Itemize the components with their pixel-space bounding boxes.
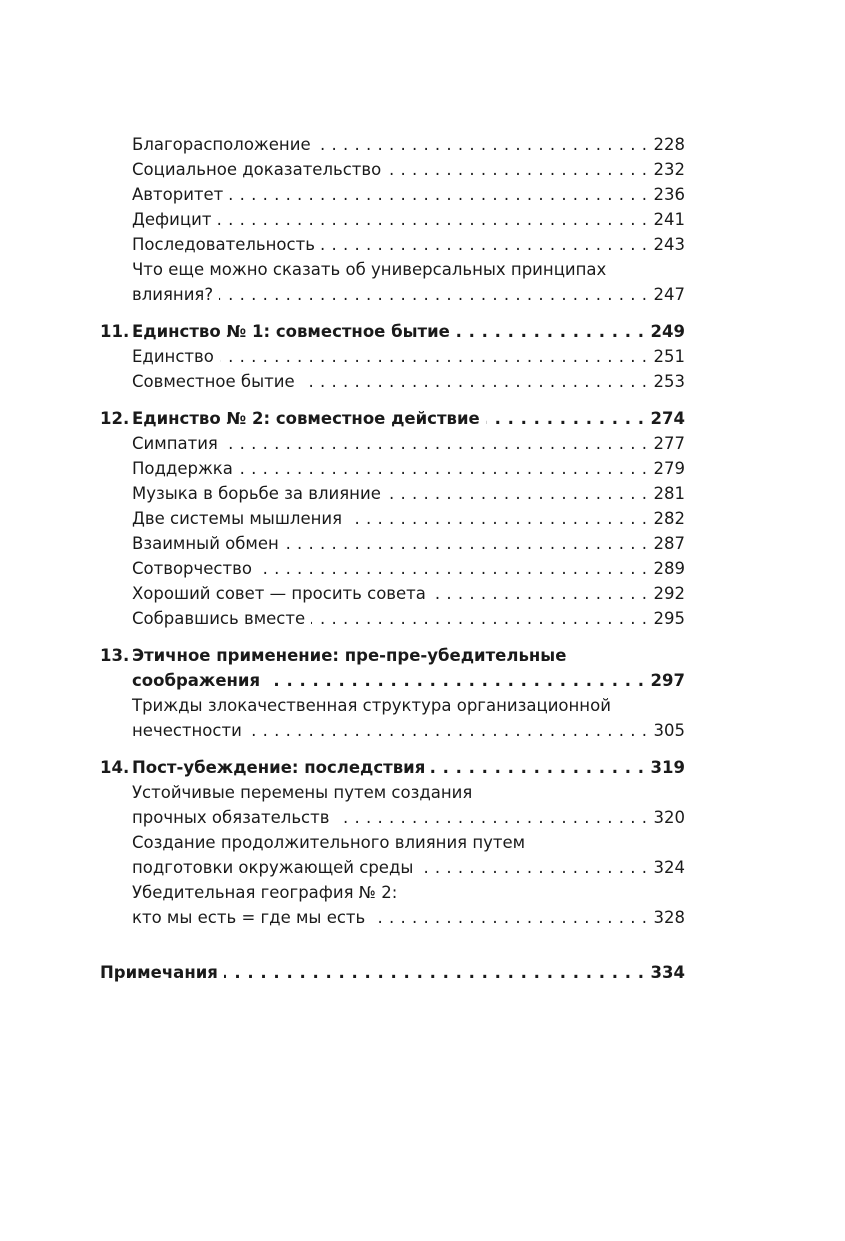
toc-entry-line1[interactable] (100, 780, 685, 805)
toc-chapter-line1[interactable] (100, 643, 685, 668)
toc-entry-title: Совместное бытие (132, 372, 295, 391)
dot-leader (224, 431, 648, 456)
toc-entry-title: нечестности (132, 721, 242, 740)
toc-entry-page: 247 (653, 285, 685, 304)
toc-entry-line1[interactable] (100, 693, 685, 718)
dot-leader (419, 855, 647, 880)
toc-entry-title: Последовательность (132, 235, 315, 254)
dot-leader (220, 344, 648, 369)
dot-leader (258, 556, 648, 581)
toc-entry[interactable] (100, 581, 685, 606)
toc-entry-page: 251 (653, 347, 685, 366)
toc-entry[interactable] (100, 556, 685, 581)
toc-entry-title: Благорасположение (132, 135, 311, 154)
toc-entry-title: Поддержка (132, 459, 233, 478)
toc-entry[interactable] (100, 157, 685, 182)
toc-entry-title: Убедительная география № 2: (132, 883, 398, 902)
toc-entry-title: кто мы есть = где мы есть (132, 908, 366, 927)
dot-leader (285, 531, 648, 556)
toc-entry-title: Музыка в борьбе за влияние (132, 484, 381, 503)
notes-page: 334 (650, 963, 685, 982)
toc-entry-page: 241 (653, 210, 685, 229)
toc-entry[interactable] (100, 232, 685, 257)
dot-leader (248, 718, 648, 743)
toc-entry-page: 289 (653, 559, 685, 578)
dot-leader (432, 581, 648, 606)
toc-entry-title: Взаимный обмен (132, 534, 279, 553)
chapter-title: соображения (132, 671, 261, 690)
toc-entry-title: Симпатия (132, 434, 218, 453)
toc-entry-title: Социальное доказательство (132, 160, 382, 179)
toc-entry-page: 324 (653, 858, 685, 877)
chapter-number: 14. (100, 758, 130, 777)
dot-leader (301, 369, 648, 394)
toc-chapter-line2[interactable] (100, 668, 685, 693)
chapter-page: 319 (650, 758, 685, 777)
toc-entry-page: 232 (653, 160, 685, 179)
dot-leader (321, 232, 648, 257)
toc-entry-title: Дефицит (132, 210, 212, 229)
dot-leader (311, 606, 647, 631)
dot-leader (456, 319, 645, 344)
toc-entry-title: подготовки окружающей среды (132, 858, 414, 877)
toc-entry-title: Что еще можно сказать об универсальных принципах (132, 260, 607, 279)
toc-entry-page: 236 (653, 185, 685, 204)
dot-leader (387, 157, 647, 182)
chapter-number: 13. (100, 646, 130, 665)
chapter-number: 11. (100, 322, 130, 341)
toc-entry[interactable] (100, 481, 685, 506)
toc-entry[interactable] (100, 531, 685, 556)
chapter-title: Единство № 2: совместное действие (132, 409, 480, 428)
toc-entry-page: 292 (653, 584, 685, 603)
toc-entry[interactable] (100, 207, 685, 232)
toc-entry[interactable] (100, 506, 685, 531)
toc-entry-title: Создание продолжительного влияния путем (132, 833, 526, 852)
chapter-title: Пост-убеждение: последствия (132, 758, 426, 777)
toc-entry-page: 287 (653, 534, 685, 553)
toc-entry-page: 282 (653, 509, 685, 528)
toc-notes[interactable] (100, 960, 685, 985)
notes-title: Примечания (100, 963, 218, 982)
table-of-contents (100, 132, 685, 985)
toc-entry-line2[interactable] (100, 855, 685, 880)
chapter-title: Этичное применение: пре-пре-убедительные (132, 646, 567, 665)
toc-entry-title: Собравшись вместе (132, 609, 306, 628)
toc-entry-title: Хороший совет — просить совета (132, 584, 426, 603)
toc-entry-line2[interactable] (100, 805, 685, 830)
toc-chapter[interactable] (100, 755, 685, 780)
toc-entry-title: Трижды злокачественная структура организационной (132, 696, 611, 715)
toc-entry-line2[interactable] (100, 282, 685, 307)
toc-entry-line2[interactable] (100, 905, 685, 930)
dot-leader (229, 182, 647, 207)
dot-leader (224, 960, 645, 985)
dot-leader (335, 805, 647, 830)
toc-entry-title: Две системы мышления (132, 509, 343, 528)
toc-entry-title: Сотворчество (132, 559, 252, 578)
dot-leader (239, 456, 648, 481)
dot-leader (486, 406, 645, 431)
toc-entry-page: 277 (653, 434, 685, 453)
toc-entry-title: Единство (132, 347, 214, 366)
toc-entry-page: 320 (653, 808, 685, 827)
toc-entry[interactable] (100, 456, 685, 481)
toc-entry[interactable] (100, 182, 685, 207)
toc-entry-title: Авторитет (132, 185, 224, 204)
dot-leader (431, 755, 644, 780)
toc-entry-page: 243 (653, 235, 685, 254)
dot-leader (219, 282, 647, 307)
chapter-page: 274 (650, 409, 685, 428)
chapter-page: 297 (650, 671, 685, 690)
dot-leader (266, 668, 644, 693)
dot-leader (348, 506, 647, 531)
toc-entry-page: 295 (653, 609, 685, 628)
toc-entry-page: 281 (653, 484, 685, 503)
toc-entry[interactable] (100, 431, 685, 456)
toc-chapter[interactable] (100, 406, 685, 431)
toc-entry-line1[interactable] (100, 830, 685, 855)
chapter-page: 249 (650, 322, 685, 341)
toc-entry-title: влияния? (132, 285, 214, 304)
dot-leader (217, 207, 647, 232)
toc-entry-line2[interactable] (100, 718, 685, 743)
dot-leader (371, 905, 647, 930)
toc-entry-title: прочных обязательств (132, 808, 330, 827)
toc-entry-page: 253 (653, 372, 685, 391)
dot-leader (317, 132, 648, 157)
toc-entry[interactable] (100, 344, 685, 369)
toc-entry-line1[interactable] (100, 880, 685, 905)
toc-entry[interactable] (100, 132, 685, 157)
toc-entry-title: Устойчивые перемены путем создания (132, 783, 473, 802)
toc-chapter[interactable] (100, 319, 685, 344)
toc-entry-line1[interactable] (100, 257, 685, 282)
toc-entry-page: 279 (653, 459, 685, 478)
toc-entry-page: 228 (653, 135, 685, 154)
chapter-number: 12. (100, 409, 130, 428)
toc-entry-page: 305 (653, 721, 685, 740)
toc-entry[interactable] (100, 369, 685, 394)
toc-entry-page: 328 (653, 908, 685, 927)
toc-entry[interactable] (100, 606, 685, 631)
dot-leader (387, 481, 648, 506)
chapter-title: Единство № 1: совместное бытие (132, 322, 450, 341)
